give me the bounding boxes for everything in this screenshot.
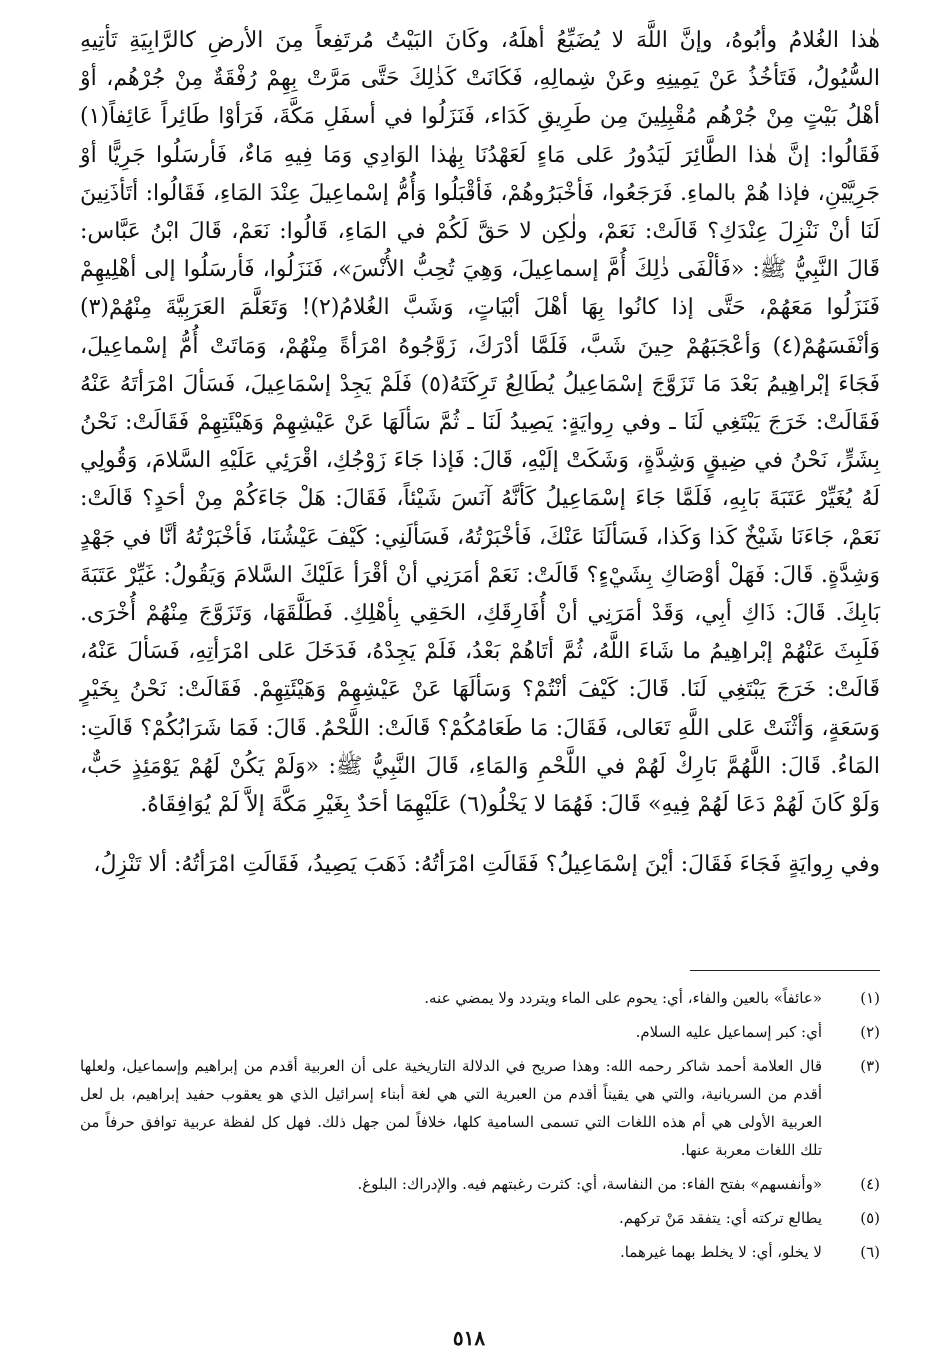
footnote-text: لا يخلو، أي: لا يخلط بهما غيرهما.: [619, 1243, 822, 1261]
page-body: [80, 22, 880, 884]
page-number: ٥١٨: [452, 1326, 486, 1350]
footnote-number: (٣): [860, 1057, 880, 1075]
main-text: [80, 22, 880, 884]
footnote-4: [80, 1170, 880, 1198]
footnote-text: «عائفاً» بالعين والفاء، أي: يحوم على الماء ويتردد ولا يمضي عنه.: [424, 989, 822, 1007]
footnote-6: [80, 1238, 880, 1266]
footnote-text: يطالع تركته أي: يتفقد مَنْ تركهم.: [618, 1209, 822, 1227]
footnote-text: قال العلامة أحمد شاكر رحمه الله: وهذا صريح في الدلالة التاريخية على أن العربية أقدم من إبراهيم وإسماعيل، ولعلها أقدم من السريانية، والتي هي يقيناً أقدم من العبرية التي هي لغة أبناء إسرائيل الذي هو يعقوب حفيد إبراهيم، بل لعل العربية الأولى هي أم هذه اللغات التي تسمى السامية كلها، خلافاً لمن جهل ذلك. فهل كل لفظة عربية توافق حرفاً من تلك اللغات معربة عنها.: [80, 1057, 822, 1159]
footnote-text: أي: كبر إسماعيل عليه السلام.: [635, 1023, 822, 1041]
footnote-5: [80, 1204, 880, 1232]
footnote-number: (٤): [860, 1175, 880, 1193]
footnote-number: (٥): [860, 1209, 880, 1227]
footnote-3: [80, 1052, 880, 1164]
footnote-number: (٢): [860, 1023, 880, 1041]
footnote-text: «وأنفسهم» بفتح الفاء: من النفاسة، أي: كثرت رغبتهم فيه. والإدراك: البلوغ.: [357, 1175, 822, 1193]
footnote-divider: [690, 970, 880, 971]
footnote-number: (١): [860, 989, 880, 1007]
main-paragraph: هٰذا الغُلامُ وأبُوهُ، وإنَّ اللَّهَ لا يُضَيِّعُ أهلَهُ، وكَانَ البَيْتُ مُرتَفِعاً مِنَ الأرضِ كالرَّابِيَةِ تَأتِيهِ السُّيُولُ، فَتَأخُذُ عَنْ يَمِينِهِ وعَنْ شِمالِهِ، فَكَانَتْ كَذٰلِكَ حَتَّى مَرَّتْ بِهِمْ رُفْقَةٌ مِنْ جُرْهُم، أوْ أهْلُ بَيْتٍ مِنْ جُرْهُم مُقْبِلِينَ مِن طَرِيقِ كَدَاء، فَنَزَلُوا في أسفَلِ مَكَّةَ، فَرَأوْا طَائِراً عَائِفاً(١) فَقَالُوا: إنَّ هٰذا الطَّائِرَ لَيَدُورُ عَلى مَاءٍ لَعَهْدُنَا بِهٰذا الوَادِي وَمَا فِيهِ مَاءٌ، فَأرسَلُوا جَرِيًّا أوْ جَرِيَّيْنِ، فإذا هُمْ بالماءِ. فَرَجَعُوا، فَأخْبَرُوهُمْ، فَأقْبَلُوا وَأُمُّ إسْماعِيلَ عِنْدَ المَاءِ، فَقَالُوا: أتَأذَنِينَ لَنَا أنْ نَنْزِلَ عِنْدَكِ؟ قَالَتْ: نَعَمْ، ولٰكِن لا حَقَّ لَكُمْ في المَاءِ، قَالُوا: نَعَمْ، قَالَ ابْنُ عَبَّاس: قَالَ النَّبِيُّ ﷺ: «فَألْفَى ذٰلِكَ أُمَّ إسماعِيلَ، وَهِيَ تُحِبُّ الأُنْسَ»، فَنَزَلُوا، فَأرسَلُوا إلى أهْلِيهِمْ فَنَزَلُوا مَعَهُمْ، حَتَّى إذا كانُوا بِهَا أهْلَ أبْيَاتٍ، وَشَبَّ الغُلامُ(٢)! وَتَعَلَّمَ العَرَبِيَّةَ مِنْهُمْ(٣) وَأنْفَسَهُمْ(٤) وَأعْجَبَهُمْ حِينَ شَبَّ، فَلَمَّا أدْرَكَ، زَوَّجُوهُ امْرَأةً مِنْهُمْ، وَمَاتَتْ أُمُّ إسْماعِيلَ، فَجَاءَ إبْراهِيمُ بَعْدَ مَا تَزَوَّجَ إسْمَاعِيلُ يُطَالِعُ تَرِكَتَهُ(٥) فَلَمْ يَجِدْ إسْمَاعِيلَ، فَسَألَ امْرَأتَهُ عَنْهُ فَقَالَتْ: خَرَجَ يَبْتَغِي لَنَا ـ وفي رِوايَةٍ: يَصِيدُ لَنَا ـ ثُمَّ سَألَهَا عَنْ عَيْشِهِمْ وَهَيْئَتِهِمْ فَقَالَتْ: نَحْنُ بِشَرٍّ، نَحْنُ في ضِيقٍ وَشِدَّةٍ، وَشَكَتْ إلَيْهِ، قَالَ: فَإذا جَاءَ زَوْجُكِ، اقْرَئِي عَلَيْهِ السَّلامَ، وَقُولِي لَهُ يُغَيِّرْ عَتَبَةَ بَابِهِ، فَلَمَّا جَاءَ إسْمَاعِيلُ كَأنَّهُ آنَسَ شَيْئاً، فَقَالَ: هَلْ جَاءَكُمْ مِنْ أحَدٍ؟ قَالَتْ: نَعَمْ، جَاءَنَا شَيْخٌ كَذا وَكَذا، فَسَألَنَا عَنْكَ، فَأخْبَرْتُهُ، فَسَألَنِي: كَيْفَ عَيْشُنَا، فَأخْبَرْتُهُ أنَّا في جَهْدٍ وَشِدَّةٍ. قَالَ: فَهَلْ أوْصَاكِ بِشَيْءٍ؟ قَالَتْ: نَعَمْ أمَرَنِي أنْ أقْرَأ عَلَيْكَ السَّلامَ وَيَقُولُ: غَيِّرْ عَتَبَةَ بَابِكَ. قَالَ: ذَاكِ أبِي، وَقَدْ أمَرَنِي أنْ أُفَارِقَكِ، الحَقِي بِأهْلِكِ. فَطَلَّقَهَا، وَتَزَوَّجَ مِنْهُمْ أُخْرَى. فَلَبِثَ عَنْهُمْ إبْراهِيمُ ما شَاءَ اللَّهُ، ثُمَّ أتَاهُمْ بَعْدُ، فَلَمْ يَجِدْهُ، فَدَخَلَ عَلى امْرَأتِهِ، فَسَألَ عَنْهُ، قَالَتْ: خَرَجَ يَبْتَغِي لَنَا. قَالَ: كَيْفَ أنْتُمْ؟ وَسَألَهَا عَنْ عَيْشِهِمْ وَهَيْئَتِهِمْ. فَقَالَتْ: نَحْنُ بِخَيْرٍ وَسَعَةٍ، وَأثْنَتْ عَلى اللَّهِ تَعَالى، فَقَالَ: مَا طَعَامُكُمْ؟ قَالَتْ: اللَّحْمُ. قَالَ: فَمَا شَرَابُكُمْ؟ قَالَتِ: المَاءُ. قَالَ: اللَّهُمَّ بَارِكْ لَهُمْ في اللَّحْمِ وَالمَاءِ، قَالَ النَّبِيُّ ﷺ: «وَلَمْ يَكُنْ لَهُمْ يَوْمَئِذٍ حَبٌّ، وَلَوْ كَانَ لَهُمْ دَعَا لَهُمْ فِيهِ» قَالَ: فَهُمَا لا يَخْلُو(٦) عَلَيْهِمَا أحَدٌ بِغَيْرِ مَكَّةَ إلاَّ لَمْ يُوَافِقَاهُ.: [80, 28, 881, 818]
footnote-2: [80, 1018, 880, 1046]
narration-paragraph: وفي رِوايَةٍ فَجَاءَ فَقَالَ: أيْنَ إسْمَاعِيلُ؟ فَقَالَتِ امْرَأتُهُ: ذَهَبَ يَصِيدُ، فَقَالَتِ امْرَأتُهُ: ألا تَنْزِلُ،: [93, 852, 880, 878]
footnote-number: (٦): [860, 1243, 880, 1261]
footnote-1: [80, 984, 880, 1012]
footnotes-list: [80, 984, 880, 1272]
